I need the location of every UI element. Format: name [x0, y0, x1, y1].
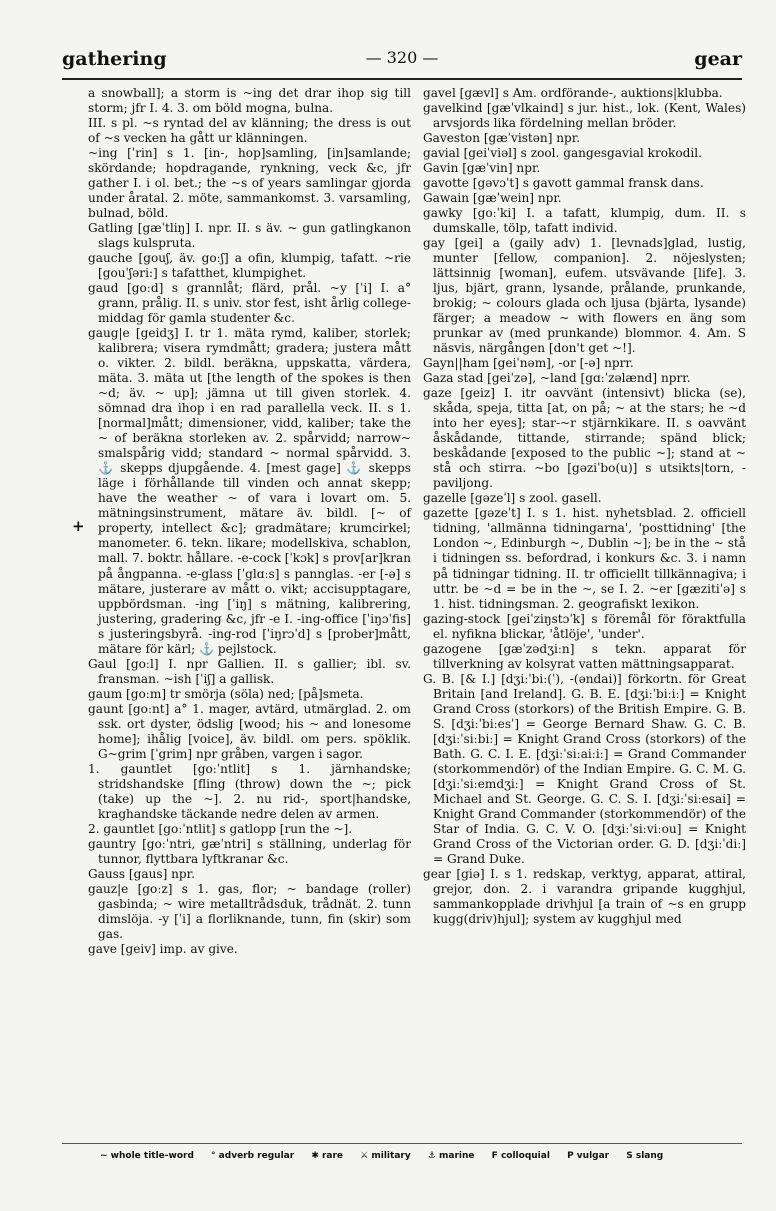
left-guide-word: gathering [62, 48, 167, 70]
dictionary-entry: gaunt [goːnt] a° 1. mager, avtärd, utmärglad. 2. om ssk. ort dyster, ödslig [wood; his ~ and lonesome home]; ihålig [voice], äv. bildl. om pers. spöklik. G~grim [ˈgrim] npr gråben, vargen i sagor. [88, 701, 411, 761]
dictionary-entry: gazelle [gəzeˈl] s zool. gasell. [423, 491, 602, 506]
legend-item: ✱ rare [311, 1151, 344, 1161]
dictionary-entry: gavelkind [gæˈvlkaind] s jur. hist., lok. (Kent, Wales) arvsjords lika fördelning mellan bröder. [423, 101, 746, 131]
dictionary-entry: III. s pl. ~s ryntad del av klänning; the dress is out of ~s vecken ha gått ur klänningen. [88, 116, 411, 146]
dictionary-entry: gaug|e [geidʒ] I. tr 1. mäta rymd, kaliber, storlek; kalibrera; visera rymdmått; gradera; justera mått o. vikter. 2. bildl. beräkna, uppskatta, värdera, mäta. 3. mäta ut [the length of the spokes is then ~d; äv. ~ up]; jämna ut till given storlek. 4. sömnad dra ihop i en rad parallella veck. II. s 1. [normal]mått; dimensioner, vidd, kaliber; take the ~ of beräkna storleken av. 2. spårvidd; narrow~ smalspårig vidd; standard ~ normal spårvidd. 3. ⚓ skepps djupgående. 4. [mest gage] ⚓ skepps läge i förhållande till vinden och annat skepp; have the weather ~ of vara i lovart om. 5. mätningsinstrument, mätare äv. bildl. [~ of property, intellect &c]; gradmätare; krumcirkel; manometer. 6. tekn. likare; modellskiva, schablon, mall. 7. boktr. hållare. -e-cock [ˈkɔk] s prov[ar]kran på ångpanna. -e-glass [ˈglɑːs] s pannglas. -er [-ə] s mätare, justerare av mått o. vikt; accisupptagare, uppbördsman. -ing [ˈiŋ] s mätning, kalibrering, justering, gradering &c, jfr -e I. -ing-office [ˈiŋɔˈfis] s justeringsbyrå. -ing-rod [ˈiŋrɔˈd] s [prober]mått, mätare för kärl; ⚓ pejlstock. [88, 326, 411, 656]
dictionary-entry: G. B. [& I.] [dʒiːˈbiː(ˈ), -(əndai)] förkortn. för Great Britain [and Ireland]. G. B. E. [dʒiːˈbiːiː] = Knight Grand Cross (storkors) of the British Empire. G. B. S. [dʒiːˈbiːesˈ] = George Bernard Shaw. G. C. B. [dʒiːˈsiːbiː] = Knight Grand Cross (storkors) of the Bath. G. C. I. E. [dʒiːˈsiːaiːiː] = Grand Commander (storkommendör) of the Indian Empire. G. C. M. G. [dʒiːˈsiːemdʒiː] = Knight Grand Cross of St. Michael and St. George. G. C. S. I. [dʒiːˈsiːesai] = Knight Grand Commander (storkommendör) of the Star of India. G. C. V. O. [dʒiːˈsiːviːou] = Knight Grand Cross of the Victorian order. G. D. [dʒiːˈdiː] = Grand Duke. [423, 671, 746, 866]
header-rule [62, 78, 742, 80]
legend-item: S slang [626, 1151, 664, 1161]
dictionary-entry: Gaul [goːl] I. npr Gallien. II. s gallier; ibl. sv. fransman. ~ish [ˈiʃ] a gallisk. [88, 656, 411, 686]
dictionary-entry: ~ing [ˈrin] s 1. [in-, hop]samling, [in]samlande; skördande; hopdragande, rynkning, veck &c, jfr gather I. i ol. bet.; the ~s of years samlingar gjorda under åratal. 2. möte, sammankomst. 3. varsamling, bulnad, böld. [88, 146, 411, 221]
dictionary-entry: Gauss [gaus] npr. [88, 866, 195, 881]
dictionary-entry: gazette [gəzeˈt] I. s 1. hist. nyhetsblad. 2. officiell tidning, 'allmänna tidningarna', 'posttidning' [the London ~, Edinburgh ~, Dublin ~]; be in the ~ stå i tidningen ss. befordrad, i konkurs &c. 3. i namn på tidningar tidning. II. tr officiellt tillkännagiva; i uttr. be ~d = be in the ~, se I. 2. ~er [gæzitiˈə] s 1. hist. tidningsman. 2. geografiskt lexikon. [423, 506, 746, 611]
dictionary-entry: gauntry [goːˈntri, gæˈntri] s ställning, underlag för tunnor, flyttbara lyftkranar &c. [88, 836, 411, 866]
dictionary-entry: a snowball]; a storm is ~ing det drar ihop sig till storm; jfr I. 4. 3. om böld mogna, bulna. [88, 86, 411, 116]
dictionary-entry: gave [geiv] imp. av give. [88, 941, 238, 956]
right-guide-word: gear [694, 48, 742, 70]
legend-item: ⚓ marine [427, 1151, 475, 1161]
dictionary-entry: Gayn||ham [geiˈnəm], -or [-ə] nprr. [423, 356, 634, 371]
abbreviation-legend [100, 1151, 740, 1161]
dictionary-entry: gaud [goːd] s grannlåt; flärd, prål. ~y [ˈi] I. a° grann, prålig. II. s univ. stor fest, isht årlig college-middag för gamla studenter &c. [88, 281, 411, 326]
dictionary-entry: gauche [gouʃ, äv. goːʃ] a ofin, klumpig, tafatt. ~rie [gouˈʃəri:] s tafatthet, klumpighet. [88, 251, 411, 281]
dictionary-entry: gaze [geiz] I. itr oavvänt (intensivt) blicka (se), skåda, speja, titta [at, on på; ~ at the stars; he ~d into her eyes]; star-~r stjärnkikare. II. s oavvänt åskådande, tittande, stirrande; spänd blick; beskådande [exposed to the public ~]; stand at ~ stå och stirra. ~bo [gəziˈbo(u)] s utsikts|torn, -paviljong. [423, 386, 746, 491]
dictionary-entry: Gavin [gæˈvin] npr. [423, 161, 541, 176]
margin-mark: + [72, 517, 85, 535]
dictionary-entry: gawky [goːˈki] I. a tafatt, klumpig, dum. II. s dumskalle, tölp, tafatt individ. [423, 206, 746, 236]
dictionary-entry: Gaveston [gæˈvistən] npr. [423, 131, 581, 146]
dictionary-entry: gaum [goːm] tr smörja (söla) ned; [på]smeta. [88, 686, 364, 701]
footer-rule [62, 1143, 742, 1144]
legend-item: ° adverb regular [211, 1151, 295, 1161]
left-column [88, 86, 411, 957]
page-number: — 320 — [365, 48, 439, 67]
dictionary-entry: gauz|e [goːz] s 1. gas, flor; ~ bandage (roller) gasbinda; ~ wire metalltrådsduk, trådnät. 2. tunn dimslöja. -y [ˈi] a florliknande, tunn, fin (skir) som gas. [88, 881, 411, 941]
right-column [423, 86, 746, 927]
dictionary-entry: gavotte [gəvɔˈt] s gavott gammal fransk dans. [423, 176, 704, 191]
legend-item: ⚔ military [360, 1151, 411, 1161]
dictionary-entry: 1. gauntlet [goːˈntlit] s 1. järnhandske; stridshandske [fling (throw) down the ~; pick (take) up the ~]. 2. nu rid-, sport|handske, kraghandske täckande nedre delen av armen. [88, 761, 411, 821]
legend-item: F colloquial [491, 1151, 550, 1161]
legend-item: ~ whole title-word [100, 1151, 194, 1161]
dictionary-entry: gay [gei] a (gaily adv) 1. [levnads]glad, lustig, munter [fellow, companion]. 2. nöjeslysten; lättsinnig [woman], eufem. utsvävande [life]. 3. ljus, bjärt, grann, lysande, prålande, prunkande, brokig; ~ colours glada och ljusa (bjärta, lysande) färger; a meadow ~ with flowers en äng som prunkar av (med prunkande) blommor. 4. Am. S näsvis, närgången [don't get ~!]. [423, 236, 746, 356]
dictionary-entry: gavial [geiˈviəl] s zool. gangesgavial krokodil. [423, 146, 702, 161]
dictionary-entry: Gaza stad [geiˈzə], ~land [gɑːˈzəlænd] nprr. [423, 371, 691, 386]
dictionary-entry: gavel [gævl] s Am. ordförande-, auktions|klubba. [423, 86, 723, 100]
page-header [62, 44, 742, 74]
legend-item: P vulgar [567, 1151, 610, 1161]
dictionary-entry: 2. gauntlet [goːˈntlit] s gatlopp [run the ~]. [88, 821, 353, 836]
dictionary-entry: Gawain [gæˈwein] npr. [423, 191, 562, 206]
dictionary-entry: gear [giə] I. s 1. redskap, verktyg, apparat, attiral, grejor, don. 2. i varandra gripande kugghjul, sammankopplade drivhjul [a train of ~s en grupp kugg(driv)hjul]; system av kugghjul med [423, 866, 746, 926]
dictionary-entry: gazing-stock [geiˈziŋstɔˈk] s föremål för föraktfulla el. nyfikna blickar, 'åtlöje', 'under'. [423, 611, 746, 641]
dictionary-entry: Gatling [gæˈtliŋ] I. npr. II. s äv. ~ gun gatlingkanon slags kulspruta. [88, 221, 411, 251]
dictionary-entry: gazogene [gæˈzədʒiːn] s tekn. apparat för tillverkning av kolsyrat vatten mättningsapparat. [423, 641, 746, 671]
